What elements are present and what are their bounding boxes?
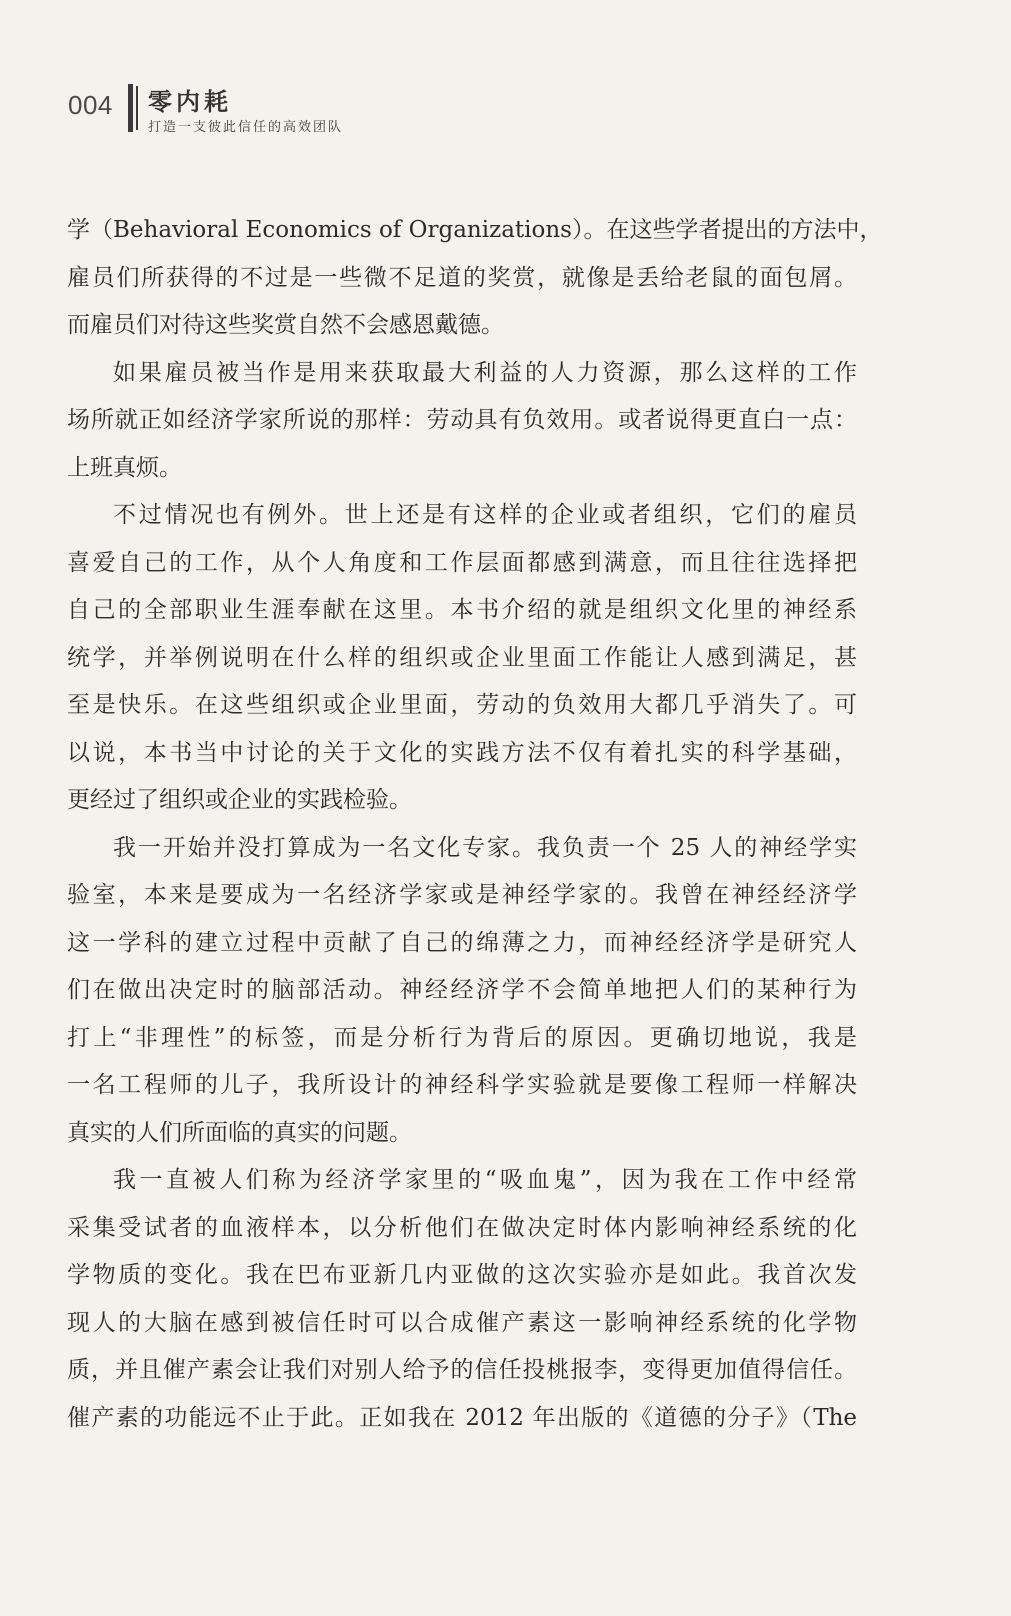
text-line: 不过情况也有例外。世上还是有这样的企业或者组织，它们的雇员 [113, 502, 857, 528]
text-line: 统学，并举例说明在什么样的组织或企业里面工作能让人感到满足，甚 [67, 644, 857, 671]
body-text [67, 207, 883, 1442]
text-line: 催产素的功能远不止于此。正如我在 2012 年出版的《道德的分子》（The [67, 1404, 857, 1431]
header-divider-thin-bar [136, 86, 138, 130]
paragraph [67, 1157, 857, 1442]
text-line: 场所就正如经济学家所说的那样：劳动具有负效用。或者说得更直白一点： [67, 407, 857, 433]
book-title: 零内耗 [148, 88, 232, 116]
text-line: 而雇员们对待这些奖赏自然不会感恩戴德。 [67, 312, 504, 338]
text-line: 至是快乐。在这些组织或企业里面，劳动的负效用大都几乎消失了。可 [67, 692, 857, 718]
text-line: 学物质的变化。我在巴布亚新几内亚做的这次实验亦是如此。我首次发 [67, 1262, 857, 1288]
text-line: 更经过了组织或企业的实践检验。 [67, 787, 412, 813]
text-line: 真实的人们所面临的真实的问题。 [67, 1119, 412, 1146]
text-line: 学（Behavioral Economics of Organizations）。在这些学者提出的方法中， [67, 217, 883, 243]
book-subtitle: 打造一支彼此信任的高效团队 [148, 120, 344, 135]
text-line: 质，并且催产素会让我们对别人给予的信任投桃报李，变得更加值得信任。 [67, 1357, 857, 1383]
paragraph [67, 207, 883, 350]
text-line: 现人的大脑在感到被信任时可以合成催产素这一影响神经系统的化学物 [67, 1309, 857, 1336]
paragraph [67, 492, 857, 825]
text-line: 我一开始并没打算成为一名文化专家。我负责一个 25 人的神经学实 [113, 834, 857, 861]
paragraph [67, 350, 857, 493]
text-line: 打上“非理性”的标签，而是分析行为背后的原因。更确切地说，我是 [67, 1024, 857, 1051]
text-line: 喜爱自己的工作，从个人角度和工作层面都感到满意，而且往往选择把 [67, 549, 857, 576]
text-line: 这一学科的建立过程中贡献了自己的绵薄之力，而神经经济学是研究人 [67, 929, 857, 956]
text-line: 上班真烦。 [67, 454, 182, 481]
text-line: 验室，本来是要成为一名经济学家或是神经学家的。我曾在神经经济学 [67, 882, 857, 908]
paragraph [67, 825, 857, 1158]
text-line: 以说，本书当中讨论的关于文化的实践方法不仅有着扎实的科学基础， [67, 739, 857, 766]
text-line: 如果雇员被当作是用来获取最大利益的人力资源，那么这样的工作 [113, 359, 857, 386]
text-line: 我一直被人们称为经济学家里的“吸血鬼”，因为我在工作中经常 [113, 1167, 857, 1193]
text-line: 自己的全部职业生涯奉献在这里。本书介绍的就是组织文化里的神经系 [67, 597, 857, 623]
text-line: 采集受试者的血液样本，以分析他们在做决定时体内影响神经系统的化 [67, 1214, 857, 1241]
page-number: 004 [68, 90, 113, 120]
text-line: 一名工程师的儿子，我所设计的神经科学实验就是要像工程师一样解决 [67, 1072, 857, 1098]
header-divider-bar [128, 84, 133, 132]
running-header [68, 80, 468, 140]
text-line: 们在做出决定时的脑部活动。神经经济学不会简单地把人们的某种行为 [67, 977, 857, 1003]
text-line: 雇员们所获得的不过是一些微不足道的奖赏，就像是丢给老鼠的面包屑。 [67, 264, 857, 291]
